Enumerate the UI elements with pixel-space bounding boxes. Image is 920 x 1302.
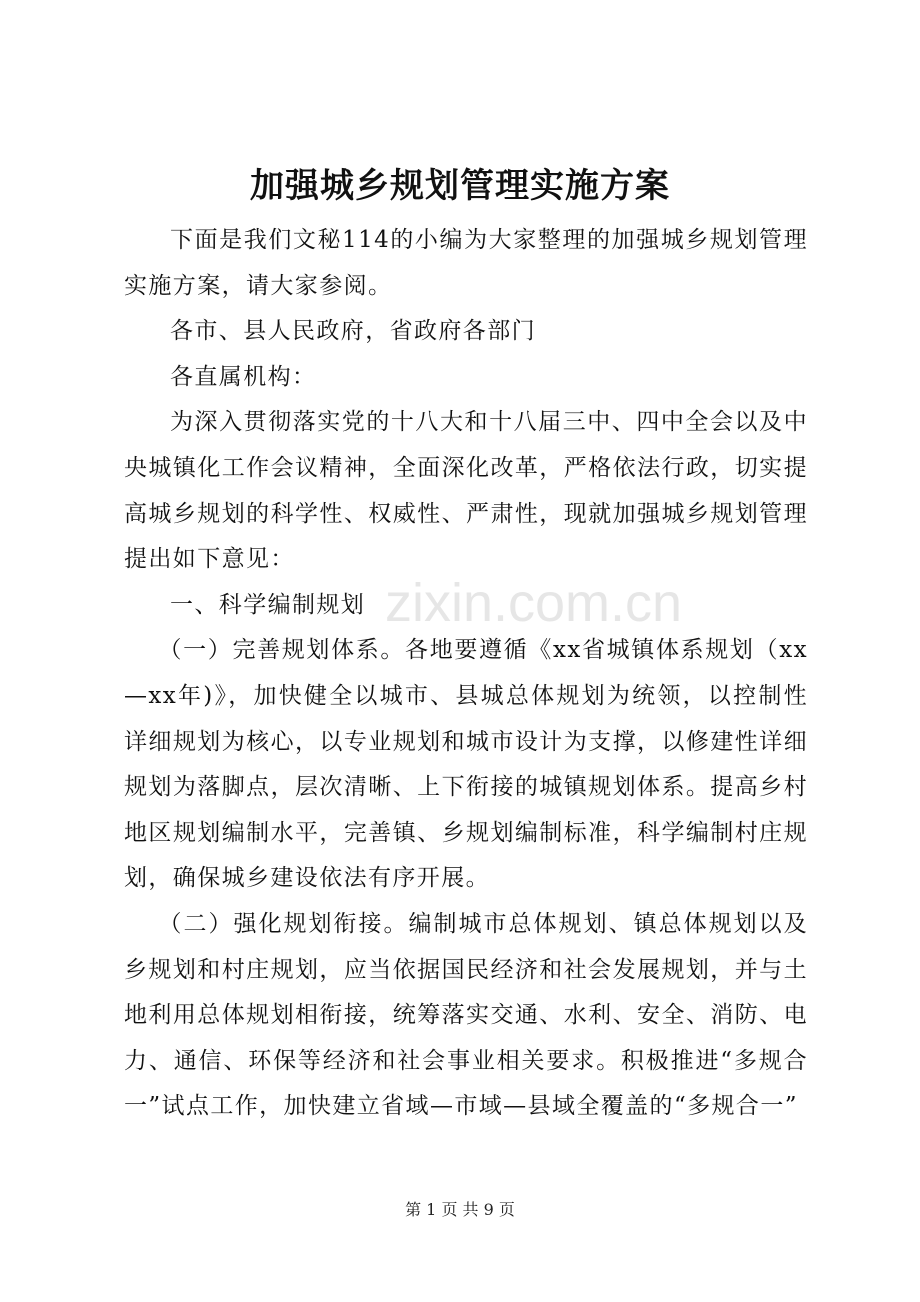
page-footer: 第 1 页 共 9 页: [405, 1200, 515, 1219]
addressee-line: 各市、县人民政府，省政府各部门: [170, 318, 536, 345]
subsection-paragraph-1: （一）完善规划体系。各地要遵循《xx省城镇体系规划（xx—xx年)》，加快健全以城市、县城总体规划为统领，以控制性详细规划为核心，以专业规划和城市设计为支撑，以修建性详细规划为落脚点，层次清晰、上下衔接的城镇规划体系。提高乡村地区规划编制水平，完善镇、乡规划编制标准，科学编制村庄规划，确保城乡建设依法有序开展。: [124, 637, 808, 892]
preamble-paragraph: 为深入贯彻落实党的十八大和十八届三中、四中全会以及中央城镇化工作会议精神，全面深化改革，严格依法行政，切实提高城乡规划的科学性、权威性、严肃性，现就加强城乡规划管理提出如下意见：: [124, 409, 808, 573]
addressee-line-2: 各直属机构：: [170, 363, 317, 390]
document-title: 加强城乡规划管理实施方案: [250, 166, 670, 206]
section-heading: 一、科学编制规划: [170, 591, 366, 618]
subsection-paragraph-2: （二）强化规划衔接。编制城市总体规划、镇总体规划以及乡规划和村庄规划，应当依据国民经济和社会发展规划，并与土地利用总体规划相衔接，统筹落实交通、水利、安全、消防、电力、通信、环保等经济和社会事业相关要求。积极推进“多规合一”试点工作，加快建立省域—市域—县域全覆盖的“多规合一”: [124, 910, 808, 1120]
intro-paragraph: 下面是我们文秘114的小编为大家整理的加强城乡规划管理实施方案，请大家参阅。: [124, 227, 808, 299]
watermark: zixin.com.cn: [385, 573, 683, 633]
document-body: [124, 218, 808, 1130]
